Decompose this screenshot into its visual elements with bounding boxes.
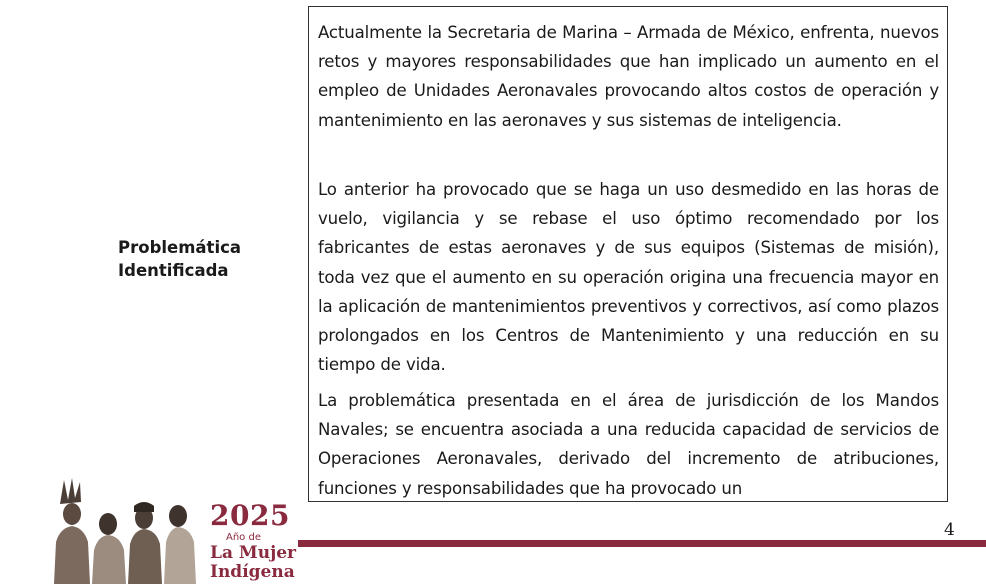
paragraph-1: Actualmente la Secretaria de Marina – Armada de México, enfrenta, nuevos retos y mayores responsabilidades que han implicado un aumento en el empleo de Unidades Aeronavales provocando altos costos de operación y mantenimiento en las aeronaves y sus sistemas de inteligencia.: [318, 23, 939, 130]
content-cell: [308, 6, 948, 502]
footer-logo-sub: Año de: [226, 532, 261, 543]
paragraph-2: Lo anterior ha provocado que se haga un uso desmedido en las horas de vuelo, vigilancia y se rebase el uso óptimo recomendado por los fabricantes de estas aeronaves y de sus equipos (Sistemas de misión), toda vez que el aumento en su operación origina una frecuencia mayor en la aplicación de mantenimientos preventivos y correctivos, así como plazos prolongados en los Centros de Mantenimiento y una reducción en su tiempo de vida.: [318, 180, 939, 375]
row-label-line-1: Problemática: [118, 238, 242, 257]
footer-logo-line-1: La Mujer: [210, 543, 296, 563]
footer-bar: [298, 540, 986, 547]
row-label: [118, 236, 273, 282]
footer-logo-year: 2025: [210, 499, 290, 532]
page-number: 4: [944, 520, 955, 540]
paragraph-3: La problemática presentada en el área de jurisdicción de los Mandos Navales; se encuentra asociada a una reducida capacidad de servicios de Operaciones Aeronavales, derivado del incremento de atribuciones, funciones y responsabilidades que ha provocado un: [318, 391, 939, 498]
indigenous-women-illustration-icon: [40, 476, 212, 584]
row-label-line-2: Identificada: [118, 261, 229, 280]
footer-logo-line-2: Indígena: [210, 562, 295, 582]
